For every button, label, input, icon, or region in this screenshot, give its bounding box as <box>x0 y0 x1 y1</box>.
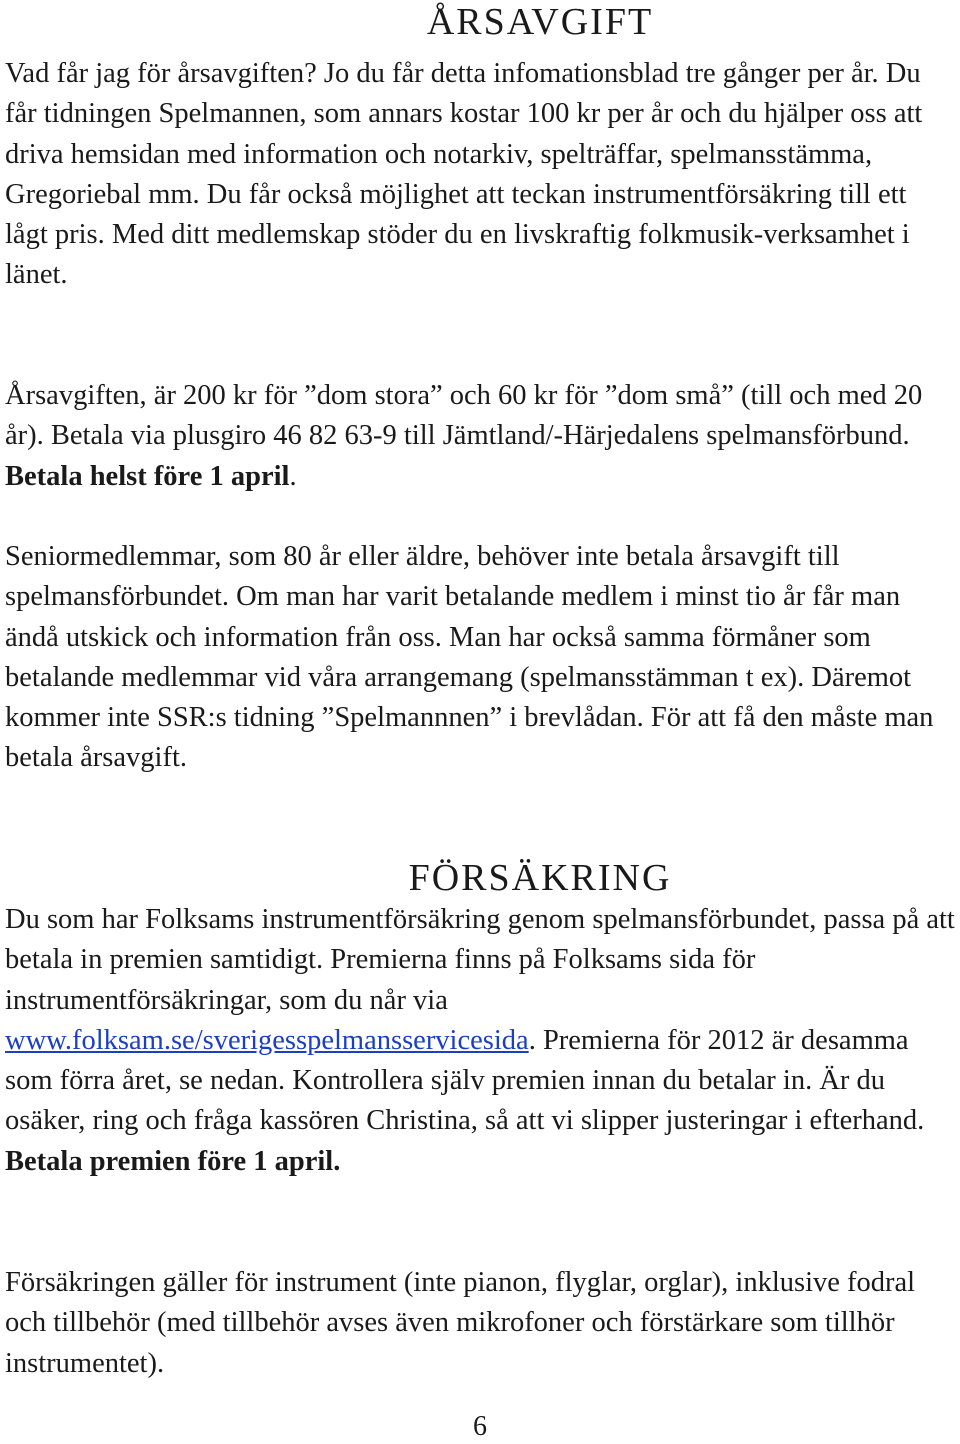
heading-arsavgift: ÅRSAVGIFT <box>426 1 654 43</box>
insurance-text-a: Du som har Folksams instrumentförsäkring genom spelmansförbundet, passa på att betala in premien samtidigt. Premierna finns på Folksams sida för instrumentförsäkringar, som du når via <box>5 904 955 1016</box>
paragraph-seniormedlemmar: Seniormedlemmar, som 80 år eller äldre, behöver inte betala årsavgift till spelmansförbundet. Om man har varit betalande medlem i minst tio år får man ändå utskick och information från oss. Man har också samma förmåner som betalande medlemmar vid våra arrangemang (spelmansstämman t ex). Däremot kommer inte SSR:s tidning ”Spelmannnen” i brevlådan. För att få den måste man betala årsavgift. <box>5 541 934 774</box>
price-text: Årsavgiften, är 200 kr för ”dom stora” och 60 kr för ”dom små” (till och med 20 år). Betala via plusgiro 46 82 63-9 till Jämtland/-Härjedalens spelmansförbund. <box>5 380 923 452</box>
paragraph-arsavgift-intro: Vad får jag för årsavgiften? Jo du får detta infomationsblad tre gånger per år. Du får tidningen Spelmannen, som annars kostar 100 kr per år och du hjälper oss att driva hemsidan med information och notarkiv, spelträffar, spelmansstämma, Gregoriebal mm. Du får också möjlighet att teckan instrumentförsäkring till ett lågt pris. Med ditt medlemskap stöder du en livskraftig folkmusik-verksamhet i länet. <box>5 58 923 291</box>
insurance-text-b: . Premierna för 2012 är desamma som förra året, se nedan. Kontrollera själv premien innan du betalar in. Är du osäker, ring och fråga kassören Christina, så att vi slipper justeringar i efterhand. <box>5 1024 925 1137</box>
page-number: 6 <box>473 1411 487 1442</box>
paragraph-forsakring-info <box>5 900 955 1182</box>
folksam-link[interactable]: www.folksam.se/sverigesspelmansservicesida <box>5 1024 529 1056</box>
heading-forsakring: FÖRSÄKRING <box>408 857 672 899</box>
paragraph-arsavgift-price <box>5 376 955 497</box>
premium-deadline-text: Betala premien före 1 april. <box>5 1145 341 1177</box>
price-text-end: . <box>289 460 297 492</box>
pay-deadline-text: Betala helst före 1 april <box>5 460 290 492</box>
paragraph-forsakring-scope: Försäkringen gäller för instrument (inte pianon, flyglar, orglar), inklusive fodral och tillbehör (med tillbehör avses även mikrofoner och förstärkare som tillhör instrumentet). <box>5 1267 916 1379</box>
